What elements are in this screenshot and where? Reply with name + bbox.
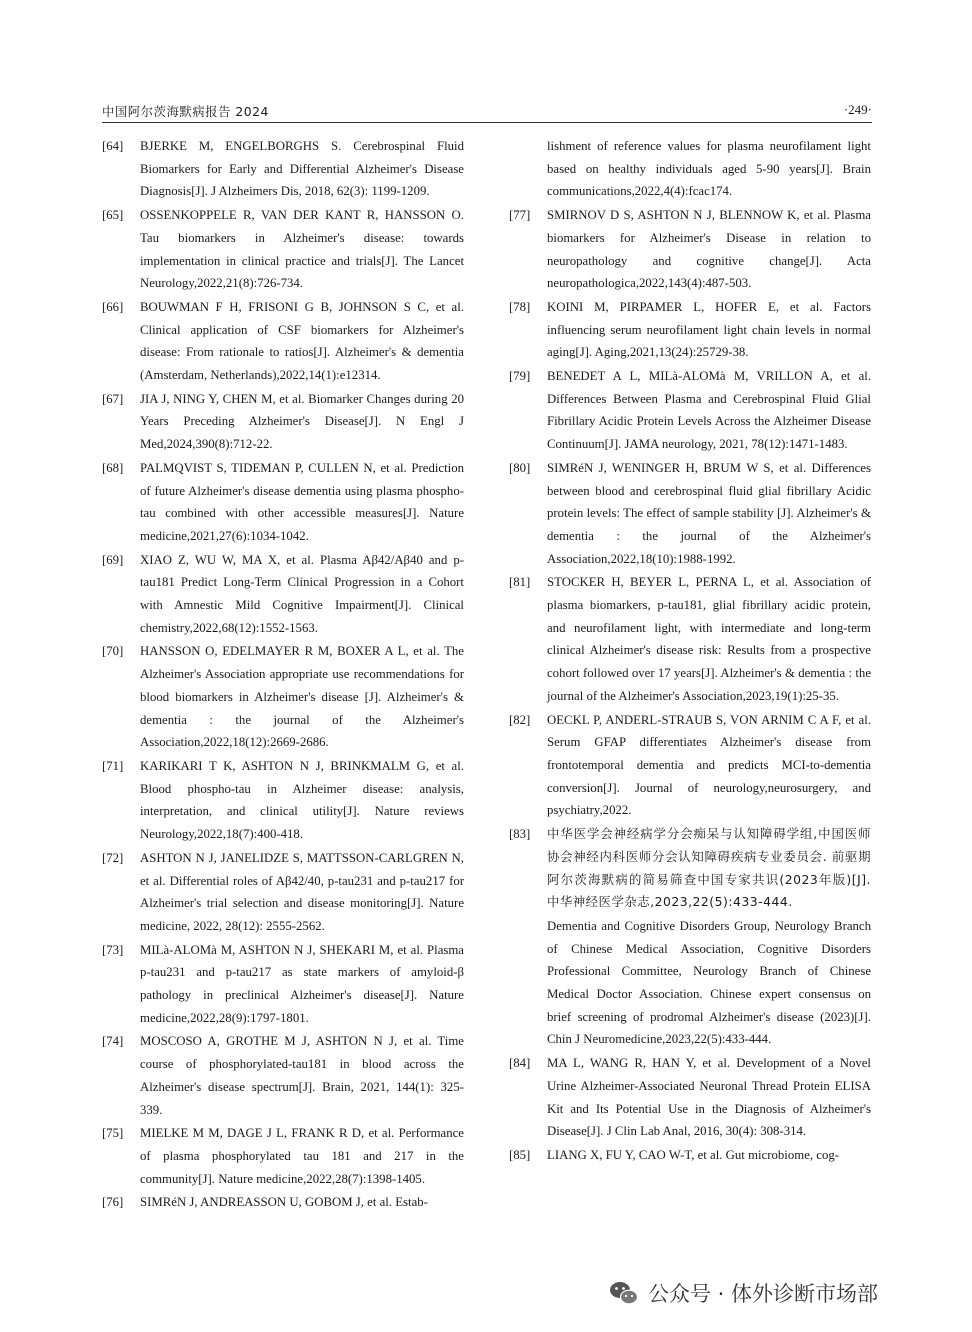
reference-text: OECKL P, ANDERL-STRAUB S, VON ARNIM C A F, et al. Serum GFAP differentiates Alzheimer's disease from frontotemporal dementia and predicts MCI-to-dementia conversion[J]. Journal of neurology,neurosurgery, and psychiatry,2022. (547, 712, 871, 818)
reference-number: [65] (102, 208, 124, 223)
reference-number: [82] (509, 712, 531, 727)
reference-translation (509, 915, 871, 1051)
watermark-text: 公众号 · 体外诊断市场部 (648, 1282, 879, 1306)
reference-entry (102, 847, 464, 938)
reference-text: MIELKE M M, DAGE J L, FRANK R D, et al. Performance of plasma phosphorylated tau 181 and 217 in the community[J]. Nature medicine,2022,28(7):1398-1405. (140, 1126, 464, 1186)
reference-text: MA L, WANG R, HAN Y, et al. Development of a Novel Urine Alzheimer-Associated Neuronal Thread Protein ELISA Kit and Its Potential Use in the Diagnosis of Alzheimer's Disease[J]. J Clin Lab Anal, 2016, 30(4): 308-314. (547, 1056, 871, 1139)
reference-number: [75] (102, 1126, 124, 1141)
reference-text: BENEDET A L, MILà-ALOMà M, VRILLON A, et al. Differences Between Plasma and Cerebrospinal Fluid Glial Fibrillary Acidic Protein Levels Across the Alzheimer Disease Continuum[J]. JAMA neurology, 2021, 78(12):1471-1483. (547, 369, 871, 452)
reference-number: [77] (509, 208, 531, 223)
reference-number: [81] (509, 575, 531, 590)
reference-entry (102, 388, 464, 456)
reference-text: KARIKARI T K, ASHTON N J, BRINKMALM G, et al. Blood phospho-tau in Alzheimer disease: analysis, interpretation, and clinical utility[J]. Nature reviews Neurology,2022,18(7):400-418. (140, 758, 464, 842)
reference-text: MOSCOSO A, GROTHE M J, ASHTON N J, et al. Time course of phosphorylated-tau181 in blood across the Alzheimer's disease spectrum[J]. Brain, 2021, 144(1): 325-339. (140, 1034, 464, 1117)
reference-text: Dementia and Cognitive Disorders Group, Neurology Branch of Chinese Medical Association, Cognitive Disorders Professional Committee, Neurology Branch of Chinese Medical Doctor Association. Chinese expert consensus on brief screening of prodromal Alzheimer's disease (2023)[J]. Chin J Neuromedicine,2023,22(5):433-444. (547, 918, 871, 1047)
reference-text: BJERKE M, ENGELBORGHS S. Cerebrospinal Fluid Biomarkers for Early and Differential Alzheimer's Disease Diagnosis[J]. J Alzheimers Dis, 2018, 62(3): 1199-1209. (140, 139, 464, 199)
reference-number: [80] (509, 460, 531, 475)
reference-number: [84] (509, 1056, 531, 1071)
reference-text: JIA J, NING Y, CHEN M, et al. Biomarker Changes during 20 Years Preceding Alzheimer's Disease[J]. N Engl J Med,2024,390(8):712-22. (140, 391, 464, 452)
reference-number: [76] (102, 1195, 124, 1210)
page-number: ·249· (843, 102, 872, 117)
reference-continuation (509, 135, 871, 203)
reference-text: ASHTON N J, JANELIDZE S, MATTSSON-CARLGREN N, et al. Differential roles of Aβ42/40, p-tau231 and p-tau217 for Alzheimer's trial selection and disease monitoring[J]. Nature medicine, 2022, 28(12): 2555-2562. (140, 850, 464, 933)
reference-text: SIMRéN J, ANDREASSON U, GOBOM J, et al. Estab- (140, 1195, 428, 1210)
reference-entry (102, 457, 464, 548)
reference-entry (102, 204, 464, 295)
reference-number: [78] (509, 299, 531, 314)
reference-entry (102, 640, 464, 754)
reference-entry (509, 823, 871, 914)
reference-number: [79] (509, 369, 531, 384)
running-title: 中国阿尔茨海默病报告 2024 (102, 104, 269, 119)
reference-text: SIMRéN J, WENINGER H, BRUM W S, et al. Differences between blood and cerebrospinal fluid glial fibrillary Acidic protein levels: The effect of sample stability [J]. Alzheimer's & dementia : the journal of the Alzheimer's Association,2022,18(10):1988-1992. (547, 460, 871, 566)
reference-entry (509, 709, 871, 823)
reference-entry (102, 1191, 464, 1214)
reference-entry (102, 296, 464, 387)
reference-entry (102, 1030, 464, 1121)
reference-entry (509, 204, 871, 295)
reference-entry (102, 1122, 464, 1190)
left-column (102, 135, 464, 1215)
reference-entry (509, 365, 871, 456)
reference-text: KOINI M, PIRPAMER L, HOFER E, et al. Factors influencing serum neurofilament light chain levels in normal aging[J]. Aging,2021,13(24):25729-38. (547, 299, 871, 360)
reference-number: [74] (102, 1034, 124, 1049)
reference-number: [69] (102, 552, 124, 567)
right-column (509, 135, 871, 1168)
reference-entry (102, 939, 464, 1030)
reference-text: HANSSON O, EDELMAYER R M, BOXER A L, et al. The Alzheimer's Association appropriate use recommendations for blood biomarkers in Alzheimer's disease [J]. Alzheimer's & dementia : the journal of the Alzheimer's Association,2022,18(12):2669-2686. (140, 644, 464, 750)
reference-number: [70] (102, 644, 124, 659)
reference-entry (509, 457, 871, 571)
reference-text: 中华医学会神经病学分会痴呆与认知障碍学组,中国医师协会神经内科医师分会认知障碍疾病专业委员会. 前驱期阿尔茨海默病的简易筛查中国专家共识(2023年版)[J]. 中华神经医学杂志,2023,22(5):433-444. (547, 826, 871, 910)
reference-entry (102, 755, 464, 846)
reference-number: [73] (102, 942, 124, 957)
reference-number: [68] (102, 460, 124, 475)
reference-text: LIANG X, FU Y, CAO W-T, et al. Gut microbiome, cog- (547, 1147, 840, 1162)
reference-text: PALMQVIST S, TIDEMAN P, CULLEN N, et al. Prediction of future Alzheimer's disease dementia using plasma phospho-tau combined with other accessible measures[J]. Nature medicine,2021,27(6):1034-1042. (140, 460, 464, 543)
page-header (102, 100, 872, 123)
reference-text: SMIRNOV D S, ASHTON N J, BLENNOW K, et al. Plasma biomarkers for Alzheimer's Disease in relation to neuropathology and cognitive change[J]. Acta neuropathologica,2022,143(4):487-503. (547, 208, 871, 291)
wechat-icon (608, 1277, 640, 1309)
reference-number: [71] (102, 758, 124, 773)
reference-text: XIAO Z, WU W, MA X, et al. Plasma Aβ42/Aβ40 and p-tau181 Predict Long-Term Clinical Progression in a Cohort with Amnestic Mild Cognitive Impairment[J]. Clinical chemistry,2022,68(12):1552-1563. (140, 552, 464, 635)
reference-number: [64] (102, 139, 124, 153)
reference-entry (509, 296, 871, 364)
reference-entry (509, 1144, 871, 1167)
reference-number: [72] (102, 850, 124, 865)
reference-entry (102, 135, 464, 203)
reference-text: MILà-ALOMà M, ASHTON N J, SHEKARI M, et al. Plasma p-tau231 and p-tau217 as state markers of amyloid-β pathology in preclinical Alzheimer's disease[J]. Nature medicine,2022,28(9):1797-1801. (140, 942, 464, 1025)
watermark (608, 1276, 878, 1310)
reference-number: [66] (102, 299, 124, 314)
reference-text: STOCKER H, BEYER L, PERNA L, et al. Association of plasma biomarkers, p-tau181, glial fibrillary acidic protein, and neurofilament light, with intermediate and long-term clinical Alzheimer's disease risk: Results from a prospective cohort followed over 17 years[J]. Alzheimer's & dementia : the journal of the Alzheimer's Association,2023,19(1):25-35. (547, 575, 871, 703)
reference-entry (509, 1052, 871, 1143)
reference-text: BOUWMAN F H, FRISONI G B, JOHNSON S C, et al. Clinical application of CSF biomarkers for Alzheimer's disease: From rationale to ratios[J]. Alzheimer's & dementia (Amsterdam, Netherlands),2022,14(1):e12314. (140, 299, 464, 383)
reference-number: [85] (509, 1147, 531, 1162)
reference-entry (509, 571, 871, 707)
reference-number: [67] (102, 391, 124, 406)
reference-text: lishment of reference values for plasma neurofilament light based on healthy individuals aged 5-90 years[J]. Brain communications,2022,4(4):fcac174. (547, 139, 871, 199)
reference-text: OSSENKOPPELE R, VAN DER KANT R, HANSSON O. Tau biomarkers in Alzheimer's disease: towards implementation in clinical practice and trials[J]. The Lancet Neurology,2022,21(8):726-734. (140, 208, 464, 291)
reference-entry (102, 549, 464, 640)
reference-number: [83] (509, 827, 531, 842)
